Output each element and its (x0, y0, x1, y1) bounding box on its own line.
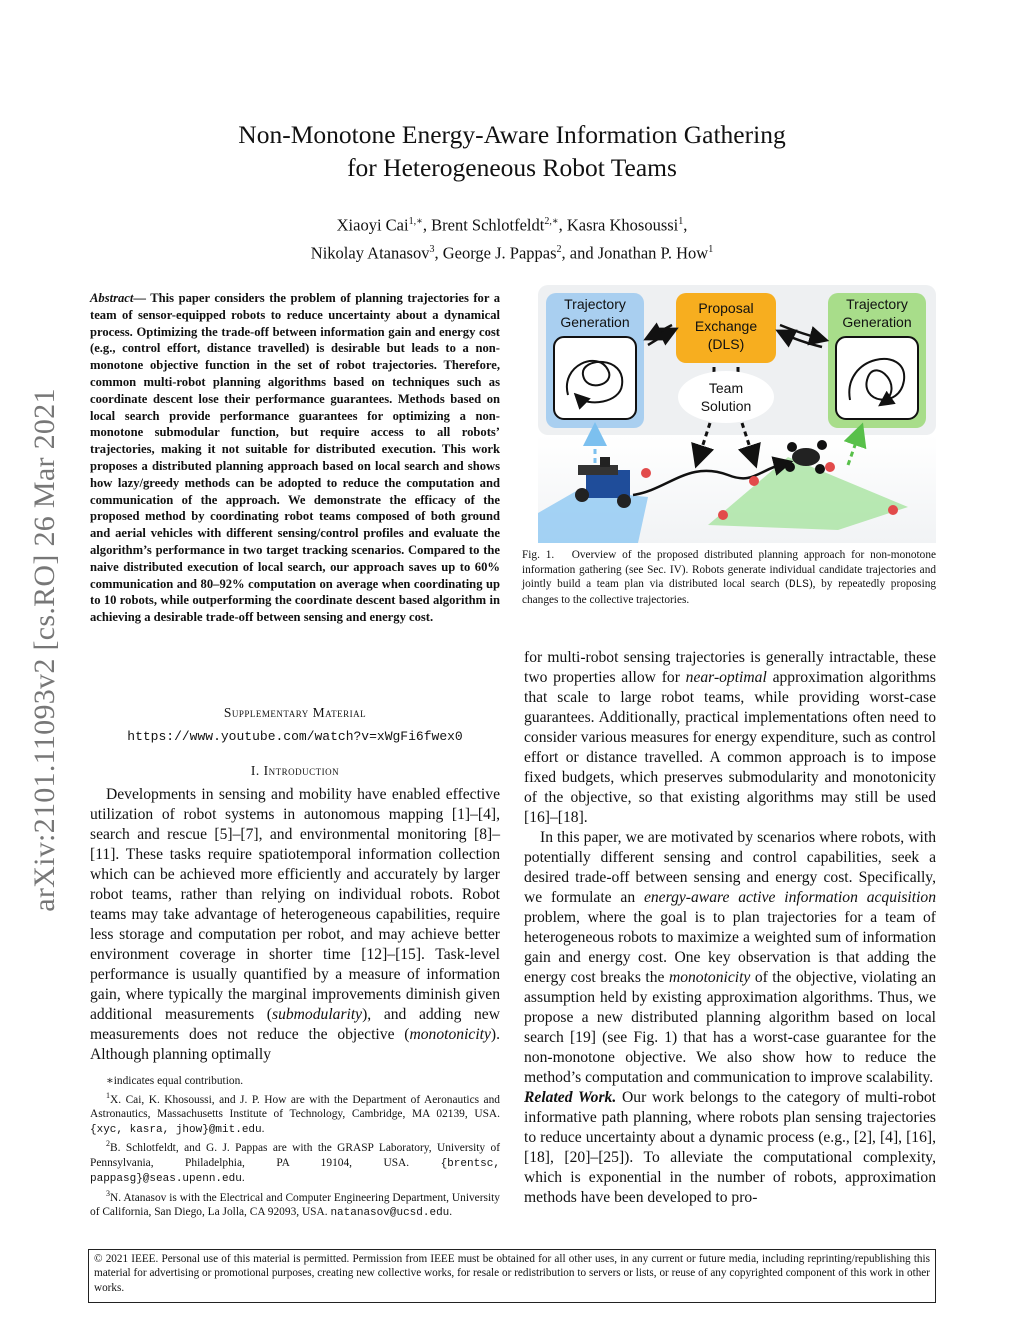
figure-1 (538, 285, 936, 543)
footnote-equal: ∗indicates equal contribution. (106, 1075, 244, 1087)
target-4 (825, 462, 835, 472)
footnotes (90, 1074, 500, 1221)
left-box-title-2: Generation (560, 314, 630, 330)
dls-label-2: Exchange (694, 318, 758, 334)
left-box-title-1: Trajectory (564, 296, 626, 312)
team-label-2: Solution (700, 398, 752, 414)
abstract-text: This paper considers the problem of planning trajectories for a team of sensor-equipped robots to reduce uncertainty about a dynamical process. Optimizing the trade-off between information gain and energy cost (e.g., control effort, distance travelled) is desirable but leads to a non-monotone objective function in the set of robot trajectories. Therefore, common multi-robot planning algorithms based on techniques such as coordinate descent lose their performance guarantees. Methods based on local search provide performance guarantees for optimizing a non-monotone submodular function, but require access to all robots’ trajectories, making it not suitable for distributed execution. This work proposes a distributed planning approach based on local search and shows how lazy/greedy methods can be adopted to reduce the computation and communication of the approach. We demonstrate the efficacy of the proposed method by coordinating robot teams composed of both ground and aerial vehicles with different sensing/control profiles and evaluate the algorithm’s performance in two target tracking scenarios. Compared to the naive distributed execution of local search, our approach saves up to 60% communication and 80–92% computation on average when coordinating up to 10 robots, while outperforming the coordinate descent based algorithm in achieving a desirable trade-off between sensing and energy cost. (90, 291, 501, 625)
team-solution-oval (678, 371, 774, 423)
supplementary-url[interactable]: https://www.youtube.com/watch?v=xWgFi6fwex0 (127, 729, 463, 744)
right-trajectory-box (836, 337, 918, 419)
target-3 (749, 476, 759, 486)
abstract: Abstract— This paper considers the problem of planning trajectories for a team of sensor-equipped robots to reduce uncertainty about a dynamical process. Optimizing the trade-off between information gain and energy cost (e.g., control effort, distance travelled) is desirable but leads to a non-monotone objective function in the set of robot trajectories. Therefore, common multi-robot planning algorithms based on techniques such as coordinate descent lose their performance guarantees. Methods based on local search provide performance guarantees for optimizing a non-monotone submodular function, but require access to all robots’ trajectories, making it not suitable for distributed execution. This work proposes a distributed planning approach based on local search and shows how lazy/greedy methods can be adopted to reduce the computation and communication of the approach. We demonstrate the efficacy of the proposed method by coordinating robot teams composed of both ground and aerial vehicles with different sensing/control profiles and evaluate the algorithm’s performance in two target tracking scenarios. Compared to the naive distributed execution of local search, our approach saves up to 60% communication and 80–92% computation on average when coordinating up to 10 robots, while outperforming the coordinate descent based algorithm in achieving a desirable trade-off between sensing and energy cost. (90, 291, 501, 625)
right-box-title-1: Trajectory (846, 296, 908, 312)
footnote-3: $^3$N. Atanasov is with the Electrical and Computer Engineering Department, University of California, San Diego, La Jolla, CA 92093, USA. natanasov@ucsd.edu. (90, 1188, 500, 1220)
figure-1-caption: Fig. 1. Overview of the proposed distributed planning approach for non-monotone information gathering (see Sec. IV). Robots generate individual candidate trajectories and jointly build a team plan via distributed local search (DLS), by repeatedly proposing changes to the collective trajectories. (522, 549, 936, 606)
footnote-2: $^2$B. Schlotfeldt, and G. J. Pappas are with the GRASP Laboratory, University of Pennsylvania, Philadelphia, PA 19104, USA. {brentsc, pappasg}@seas.upenn.edu. (90, 1139, 500, 1186)
arxiv-id: arXiv:2101.11093v2 [cs.RO] 26 Mar 2021 (28, 388, 61, 912)
intro-paragraph-1: Developments in sensing and mobility have enabled effective utilization of robot systems in autonomous mapping [1]–[4], search and rescue [5]–[7], and environmental monitoring [8]–[11]. These tasks require spatiotemporal information collection which can be achieved more efficiently and accurately by larger robot teams, rather than relying on individual robots. Robot teams may take advantage of heterogeneous capabilities, require less storage and computation per robot, and may achieve better environment coverage in shorter time [12]–[15]. Task-level performance is usually quantified by a measure of information gain, where typically the marginal improvements diminish given additional measurements (submodularity), and adding new measurements does not reduce the objective (monotonicity). Although planning optimally (90, 786, 500, 1063)
arxiv-stamp (20, 350, 70, 950)
left-trajectory-box (554, 337, 636, 419)
intro-heading: I. Introduction (250, 763, 340, 778)
right-box-title-2: Generation (842, 314, 912, 330)
author-list: Xiaoyi Cai$^{1,∗}$, Brent Schlotfeldt$^{2,∗}$, Kasra Khosoussi$^1$, Nikolay Atanasov$^3$, George J. Pappas$^2$, and Jonathan P. How$^1$ (310, 215, 714, 262)
supplementary-heading: Supplementary Material (223, 705, 367, 720)
abstract-label: Abstract (90, 291, 134, 305)
dls-label-3: (DLS) (707, 336, 745, 352)
target-1 (641, 468, 651, 478)
paper-title: Non-Monotone Energy-Aware Information Gathering for Heterogeneous Robot Teams (238, 120, 786, 182)
target-5 (888, 505, 898, 515)
left-column (90, 703, 500, 1065)
footnote-1: $^1$X. Cai, K. Khosoussi, and J. P. How are with the Department of Aeronautics and Astronautics, Massachusetts Institute of Technology, Cambridge, MA 02139, USA. {xyc, kasra, jhow}@mit.edu. (90, 1090, 500, 1136)
copyright-notice: © 2021 IEEE. Personal use of this material is permitted. Permission from IEEE must be obtained for all other uses, in any current or future media, including reprinting/republishing this material for advertising or promotional purposes, creating new collective works, for resale or redistribution to servers or lists, or reuse of any copyrighted component of this work in other works. (88, 1249, 936, 1303)
intro-paragraph-2: In this paper, we are motivated by scenarios where robots, with potentially different sensing and control capabilities, seek a desired trade-off between sensing and energy cost. Specifically, we formulate an energy-aware active information acquisition problem, where the goal is to plan trajectories for a team of heterogeneous robots to maximize a weighted sum of information gain and energy cost. One key observation is that adding the energy cost breaks the monotonicity of the objective, violating an assumption held by existing approximation algorithms. Thus, we propose a new distributed planning algorithm based on local search [19] (see Fig. 1) that has a worst-case guarantee for the non-monotone objective. We also show how to reduce the method’s computation and communication to improve scalability. (524, 829, 936, 1086)
intro-paragraph-1-cont: for multi-robot sensing trajectories is generally intractable, these two properties allow for near-optimal approximation algorithms that scale to large robot teams, while providing worst-case guarantees. Additionally, practical implementations often need to consider various measures for energy expenditure, such as control effort or distance travelled. A common approach is to impose fixed budgets, which preserves submodularity and monotonicity of the objective, so that existing algorithms may still be used [16]–[18]. (524, 649, 936, 826)
right-column (524, 648, 936, 1208)
target-2 (718, 510, 728, 520)
dls-label-1: Proposal (698, 300, 754, 316)
team-label-1: Team (708, 380, 744, 396)
related-work-paragraph: Related Work. Our work belongs to the category of multi-robot informative path planning, where robots plan sensing trajectories to reduce uncertainty about a dynamic process (e.g., [2], [4], [16], [18], [20]–[25]). To alleviate the computational complexity, which is exponential in the number of robots, approximation methods have been developed to pro- (524, 1089, 936, 1206)
